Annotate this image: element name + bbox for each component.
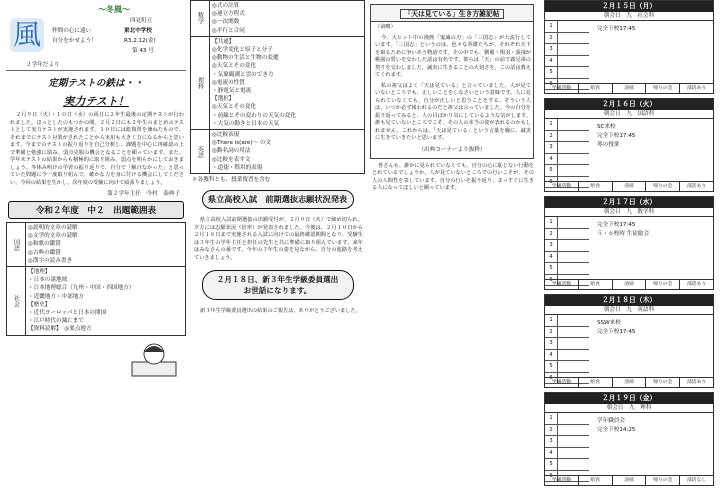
list-item: ・近代ヨーロッパと日本の開国 (28, 310, 107, 317)
list-item: ◎天気とその変化 (212, 104, 257, 111)
test-range-table-1 (6, 222, 186, 336)
committee-banner (202, 270, 354, 300)
slogan-1: 仲間の心に遠い (52, 28, 92, 34)
day-footer (545, 475, 713, 485)
day-note-3: 琴の授業 (597, 142, 620, 148)
footer-cell: 部活あり (686, 184, 707, 189)
day-date: ２月１６日（火） (545, 99, 713, 110)
period-number: 3 (545, 240, 558, 251)
period-number: 1 (545, 21, 558, 32)
essay-frame (370, 4, 534, 159)
period-list (545, 119, 589, 188)
exam-body: 県立高校入試前期選抜の出願受付が、２月９日（火）で締め切られ、夕方には志願状況（倍率）が発表されました。今後は、２月１０日から２月１８日まで実施される入試に向けての最終確認期間となり、受験生は３年生の学年主任と担任の先生と共に準備に取り組んでいます。来年はみなさんの番です。今年の３年生の姿を見ながら、自分の進路を考えていきましょう。 (194, 217, 363, 261)
issue-number: 第 43 号 (132, 48, 154, 54)
list-item: ◎化学変化と原子と分子 (212, 47, 273, 54)
day-staff: 朝会日 九 社会科 (545, 12, 713, 21)
day-footer (545, 83, 713, 93)
column-3 (368, 0, 536, 490)
test-range-banner: 令和２年度 中２ 出題範囲表 (8, 201, 184, 219)
period-list (545, 413, 589, 482)
period-number: 2 (545, 327, 558, 338)
essay-bottom: 皆さんも、誰かに見られていなくても、自分の心に恥じない行動をとれているでしょうか。人が見ていないところでの行いこそが、その人の人間性を表しています。自分の行いを振り返り、まっすぐに生きる人になってほしいと願っています。 (372, 162, 534, 192)
sugaku-items (210, 1, 365, 37)
period-number: 5 (545, 459, 558, 470)
period-number: 6 (545, 471, 558, 482)
list-item: 【選択】 (212, 96, 235, 103)
list-item: ◎一次関数 (212, 19, 240, 26)
period-row (545, 44, 589, 56)
day-note-1: SC来校 (597, 124, 616, 130)
schedule-day (544, 392, 714, 486)
period-row (545, 338, 589, 350)
footer-cell: 帰りの会 (646, 476, 680, 485)
period-row (545, 361, 589, 373)
footer-cell: 学級活動 (545, 378, 579, 387)
exam-title: 県立高校入試 前期選抜志願状況発表 (202, 190, 354, 209)
footer-cell: 清掃 (613, 378, 647, 387)
period-row (545, 165, 589, 177)
period-row (545, 436, 589, 448)
issue-name: 四見町立 (130, 18, 153, 24)
day-date: ２月１５日（月） (545, 1, 713, 12)
period-row (545, 119, 589, 131)
period-number: 3 (545, 142, 558, 153)
period-number: 2 (545, 131, 558, 142)
rika-items (210, 36, 365, 129)
masthead-logo: 風 (10, 18, 44, 52)
essay-body-1: 今、大ヒット中の漫画「鬼滅の刃」の「三国志」が大流行しています。「三国志」というのは、色々な英雄たちが、それぞれ天下を取るために争いあう物語です。その中でも、劉備・関羽・張飛が桃園の誓いを交わした話は有名です。彼らは「天」の前で義兄弟の契りを交わしました。誠実に生きることの大切さを、この話は教えてくれます。 (375, 34, 531, 78)
footer-cell: 帰りの会 (646, 378, 680, 387)
period-number: 6 (545, 373, 558, 384)
day-note-2: ５・６校時 生徒総会 (597, 231, 650, 237)
day-notes (597, 25, 636, 34)
list-item: ・日本の諸地域 (28, 277, 68, 284)
footer-cell: 帰りの会 (646, 84, 680, 93)
period-row (545, 217, 589, 229)
list-item: ◎漢字の読み書き (28, 257, 73, 264)
list-item: ◎動物の生活と生物の変遷 (212, 55, 279, 62)
grade-label: ２学年だより (26, 62, 60, 68)
period-number: 6 (545, 275, 558, 286)
list-item: ・日本地理総合（九州・中国・四国地方） (28, 285, 135, 292)
day-footer (545, 377, 713, 387)
footer-cell: 清掃 (613, 280, 647, 289)
list-item: ◎説明的文章の読解 (28, 225, 78, 231)
day-note-1: SSW来校 (597, 320, 621, 326)
list-item: ◎比較を表す文 (212, 156, 251, 163)
list-item: ◎文学的文章の読解 (28, 233, 78, 240)
period-row (545, 229, 589, 241)
period-row (545, 425, 589, 437)
period-row (545, 21, 589, 33)
footer-cell: 給食 (579, 476, 613, 485)
period-row (545, 315, 589, 327)
schedule-day (544, 98, 714, 192)
footer-cell: 部活なし (686, 478, 707, 483)
period-row (545, 413, 589, 425)
day-note-1: 学年職員会 (597, 418, 625, 424)
article-body: ２月９日（火）・１０日（水）の両日に２年生最後の定期テストが行われました。ほっとしたのもつかの間、２月２日にも２年生のまとめのテストとして実力テストが実施されます。１０日には総復習を兼ねたもので、それまでにテスト対策がされたことから実用も大きく力になるからと思います。今までのテストの振り返りを自己分析し、課題を中心に再確認の上で準備と勉強に励み、弱点克服の機会となることを願っています。また、学年末テストの結果からも積極的に取り組み、弱点を明らかにしておきましょう。冬休み明けの学習の振り返りで、自分で「解けなかった」と思っていた問題に今一度取り組んで、確かな力を身に付ける機会にしてください。今回の結果を生かし、次年度の受験に向けて頑張りましょう。 (10, 112, 184, 186)
test-range-table-2 (190, 0, 365, 174)
period-number: 1 (545, 315, 558, 326)
footer-cell: 部活あり (686, 282, 707, 287)
period-list (545, 217, 589, 286)
period-number: 4 (545, 56, 558, 67)
period-list (545, 315, 589, 384)
day-notes (597, 123, 636, 150)
list-item: ◎平行と合同 (212, 27, 245, 34)
list-item: ・近畿地方・中部地方 (28, 293, 84, 300)
period-number: 2 (545, 33, 558, 44)
period-number: 5 (545, 361, 558, 372)
day-note-2: 完全下校17:45 (597, 329, 636, 335)
subject-kokugo: 国語 (7, 223, 26, 267)
essay-source: （出典コーナーより抜粋） (418, 146, 486, 153)
period-number: 5 (545, 67, 558, 78)
period-number: 3 (545, 44, 558, 55)
schedule-day (544, 196, 714, 290)
day-notes (597, 319, 636, 337)
season-label: ～冬風～ (98, 5, 130, 14)
list-item: ◎動名詞の用法 (212, 148, 251, 155)
list-item: 【共通】 (212, 38, 235, 45)
test-range-note: ＊各教科とも、授業復習を含む (192, 177, 271, 184)
list-item: ◎比較表現 (212, 132, 240, 139)
student-illustration (130, 340, 178, 378)
school-name: 東北中学校 (124, 28, 152, 34)
footer-cell: 清掃 (613, 182, 647, 191)
footer-cell: 給食 (579, 378, 613, 387)
article-heading-2: 実力テスト！ (63, 95, 129, 108)
period-row (545, 131, 589, 143)
masthead (6, 0, 186, 71)
footer-cell: 学級活動 (545, 182, 579, 191)
footer-cell: 部活あり (686, 380, 707, 385)
period-row (545, 154, 589, 166)
essay-section: （前略） (375, 24, 396, 30)
day-staff: 朝会日 九 数学科 (545, 208, 713, 217)
subject-sugaku: 数学 (191, 1, 210, 37)
day-notes (597, 221, 649, 239)
period-row (545, 56, 589, 68)
issue-date: R3.2.12(金) (124, 38, 156, 44)
period-number: 4 (545, 350, 558, 361)
list-item: ◎There is(are)～ の文 (212, 140, 272, 147)
day-date: ２月１９日（金） (545, 393, 713, 404)
period-row (545, 448, 589, 460)
footer-cell: 清掃 (613, 84, 647, 93)
period-row (545, 33, 589, 45)
period-row (545, 327, 589, 339)
footer-cell: 学級活動 (545, 476, 579, 485)
list-item: ◎和歌の鑑賞 (28, 241, 61, 248)
footer-cell: 給食 (579, 280, 613, 289)
list-item: ・前線とその変わりの天気の変化 (212, 112, 296, 119)
period-row (545, 263, 589, 275)
essay-body-2: 私の祖父はよく「天は見ている」と言っていました。人が見ていないところでも、正しいことをしなさいという意味です。人に見られていなくても、自分が正しいと思うことをする。そういう人は、いつか必ず報われるのだと祖父は言っていました。今の自分を振り返ってみると、人の目ばかり気にしているような気がします。誰も見ていないところでこそ、その人の本当の姿が表れるのかもしれません。これからは、「天は見ている」という言葉を胸に、誠実に生きていきたいと思います。 (375, 82, 531, 141)
kokugo-items (26, 223, 186, 267)
day-note-1: 完全下校17:45 (597, 26, 636, 32)
slogan-2: 自分をかせよう！ (52, 38, 97, 44)
period-number: 1 (545, 413, 558, 424)
period-row (545, 459, 589, 471)
weekly-schedule (540, 0, 718, 486)
subject-eigo: 英語 (191, 130, 210, 174)
list-item: ・静電気と電流 (212, 88, 252, 95)
day-footer (545, 279, 713, 289)
footer-cell: 給食 (579, 182, 613, 191)
article-heading-1: 定期テストの鉄は・・ (48, 78, 144, 89)
day-note-1: 完全下校17:45 (597, 222, 636, 228)
footer-cell: 学級活動 (545, 280, 579, 289)
column-2 (190, 0, 365, 490)
period-list (545, 21, 589, 90)
period-row (545, 240, 589, 252)
article-signature: 第２学年主任 今村 泰典子 (107, 191, 180, 197)
period-number: 3 (545, 338, 558, 349)
period-row (545, 142, 589, 154)
day-date: ２月１８日（木） (545, 295, 713, 306)
period-number: 6 (545, 177, 558, 188)
list-item: ◎電流の性質 (212, 79, 245, 86)
day-staff: 朝会日 九 英語科 (545, 306, 713, 315)
column-1 (6, 0, 186, 490)
period-number: 2 (545, 425, 558, 436)
list-item: ◎連立方程式 (212, 11, 245, 18)
committee-banner-line1: ２月１８日、新３年生学級委員選出 (216, 275, 339, 285)
committee-banner-line2: お世話になります。 (243, 286, 312, 296)
list-item: 【資料読解】 ◎要点地方 (28, 326, 92, 333)
period-number: 5 (545, 263, 558, 274)
list-item: 【歴史】 (28, 301, 51, 308)
period-number: 5 (545, 165, 558, 176)
schedule-day (544, 0, 714, 94)
schedule-day (544, 294, 714, 388)
period-number: 4 (545, 448, 558, 459)
day-note-2: 完全下校17:45 (597, 133, 636, 139)
day-footer (545, 181, 713, 191)
period-number: 6 (545, 79, 558, 90)
footer-cell: 給食 (579, 84, 613, 93)
period-row (545, 67, 589, 79)
subject-rika: 理科 (191, 36, 210, 129)
list-item: ・大気の動きと日本の天気 (212, 120, 280, 127)
essay-title-text: 「天は見ている」生き方雑記帖 (400, 9, 503, 19)
footer-cell: 帰りの会 (646, 280, 680, 289)
footer-cell: 清掃 (613, 476, 647, 485)
list-item: ・気象観測と雲のでき方 (212, 71, 274, 78)
shakai-items (26, 267, 186, 336)
list-item: 【地理】 (28, 269, 51, 276)
day-note-2: 完全下校14:25 (597, 427, 636, 433)
footer-cell: 部活あり (686, 86, 707, 91)
footer-cell: 帰りの会 (646, 182, 680, 191)
column-4 (540, 0, 718, 490)
footer-cell: 学級活動 (545, 84, 579, 93)
period-number: 1 (545, 119, 558, 130)
day-staff: 朝会日 九 国語科 (545, 110, 713, 119)
list-item: ・江戸時代の滅亡まで (28, 318, 84, 325)
list-item: ・道徳・慣用的表現 (212, 164, 263, 171)
period-row (545, 350, 589, 362)
essay-title (371, 5, 533, 22)
list-item: ◎式の計算 (212, 3, 240, 9)
period-number: 2 (545, 229, 558, 240)
period-number: 3 (545, 436, 558, 447)
day-staff: 朝会日 九 理科 (545, 404, 713, 413)
list-item: ◎古典の鑑賞 (28, 249, 61, 256)
period-number: 4 (545, 252, 558, 263)
eigo-items (210, 130, 365, 174)
period-number: 4 (545, 154, 558, 165)
period-row (545, 252, 589, 264)
closing-note: 新３年生学級委員選出の結果のご報告は、ありがとうございました。 (200, 308, 361, 315)
period-number: 1 (545, 217, 558, 228)
day-date: ２月１７日（水） (545, 197, 713, 208)
subject-shakai: 社会 (7, 267, 26, 336)
list-item: ◎天気とその変化 (212, 63, 257, 70)
day-notes (597, 417, 636, 435)
